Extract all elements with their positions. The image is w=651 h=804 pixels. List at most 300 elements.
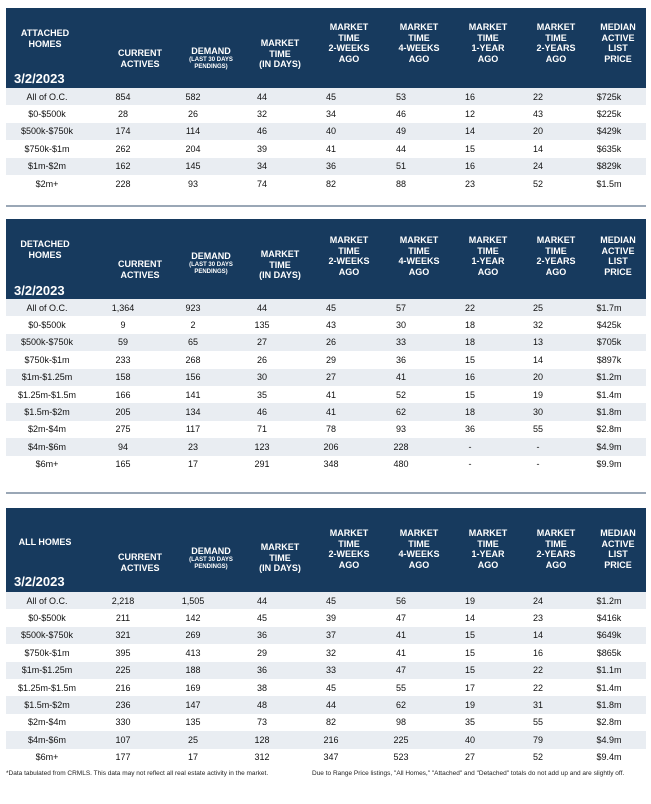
table-cell: 15: [464, 630, 475, 641]
table-cell: 14: [532, 354, 543, 365]
table-cell: 24: [532, 595, 543, 606]
table-cell: 29: [256, 647, 267, 658]
col-current-actives: CURRENT ACTIVES: [118, 552, 162, 573]
table-cell: 44: [256, 302, 267, 313]
table-cell: $1.2m: [596, 595, 622, 606]
table-cell: $1.8m: [596, 700, 622, 711]
table-cell: 22: [532, 682, 543, 693]
table-cell: 142: [185, 613, 201, 624]
col-1year-ago: MARKET TIME 1-YEAR AGO: [468, 22, 508, 64]
table-cell: 16: [532, 647, 543, 658]
table-cell: 74: [256, 178, 267, 189]
col-demand: DEMAND (LAST 30 DAYS PENDINGS): [189, 546, 233, 570]
price-range-cell: $1.5m-$2m: [24, 700, 70, 711]
table-cell: 480: [393, 459, 409, 470]
table-cell: 26: [325, 337, 336, 348]
price-range-cell: $500k-$750k: [20, 630, 74, 641]
table-cell: $725k: [596, 91, 622, 102]
table-cell: 62: [395, 700, 406, 711]
table-cell: 312: [254, 752, 270, 763]
price-range-cell: $1m-$1.25m: [21, 372, 73, 383]
price-range-cell: $750k-$1m: [24, 647, 70, 658]
table-cell: 14: [464, 126, 475, 137]
table-body: [6, 299, 646, 473]
table-cell: 2: [190, 320, 196, 331]
table-cell: 262: [115, 143, 131, 154]
table-row: [6, 386, 646, 403]
table-cell: 32: [256, 109, 267, 120]
price-range-cell: $500k-$750k: [20, 126, 74, 137]
section-title-line: ALL HOMES: [18, 537, 72, 547]
section-title: [10, 28, 80, 50]
table-cell: 55: [532, 424, 543, 435]
table-cell: 39: [256, 143, 267, 154]
table-cell: -: [468, 441, 472, 452]
table-cell: 1,505: [181, 595, 205, 606]
table-cell: 32: [325, 647, 336, 658]
table-row: [6, 456, 646, 473]
section-date: 3/2/2023: [14, 574, 65, 589]
table-cell: 169: [185, 682, 201, 693]
table-cell: 1,364: [111, 302, 135, 313]
table-cell: 330: [115, 717, 131, 728]
table-cell: $4.9m: [596, 441, 622, 452]
table-cell: 19: [464, 595, 475, 606]
table-cell: $829k: [596, 161, 622, 172]
table-cell: 22: [532, 665, 543, 676]
table-cell: 18: [464, 320, 475, 331]
detached-homes-table: [6, 219, 646, 473]
table-cell: 15: [464, 647, 475, 658]
table-cell: 22: [532, 91, 543, 102]
table-cell: 82: [325, 178, 336, 189]
table-cell: 33: [395, 337, 406, 348]
section-title-line: DETACHED: [20, 239, 70, 249]
table-cell: 23: [532, 613, 543, 624]
table-cell: 268: [185, 354, 201, 365]
col-1year-ago: MARKET TIME 1-YEAR AGO: [468, 528, 508, 570]
table-cell: 36: [256, 665, 267, 676]
table-cell: 17: [187, 459, 198, 470]
table-cell: 211: [115, 613, 131, 624]
table-cell: $897k: [596, 354, 622, 365]
table-cell: $4.9m: [596, 734, 622, 745]
table-cell: 40: [464, 734, 475, 745]
table-cell: 45: [256, 613, 267, 624]
table-cell: 44: [325, 700, 336, 711]
price-range-cell: $1.5m-$2m: [24, 407, 70, 418]
table-cell: -: [536, 459, 540, 470]
table-cell: 16: [464, 91, 475, 102]
table-cell: 38: [256, 682, 267, 693]
table-cell: 46: [395, 109, 406, 120]
table-row: [6, 714, 646, 731]
table-cell: 52: [395, 389, 406, 400]
table-cell: 165: [115, 459, 131, 470]
price-range-cell: $1m-$2m: [27, 161, 66, 172]
table-cell: 413: [185, 647, 201, 658]
table-cell: 135: [185, 717, 201, 728]
table-row: [6, 438, 646, 455]
table-cell: $1.4m: [596, 682, 622, 693]
table-cell: 17: [187, 752, 198, 763]
table-cell: 88: [395, 178, 406, 189]
table-cell: 216: [323, 734, 339, 745]
table-row: [6, 421, 646, 438]
table-cell: 45: [325, 682, 336, 693]
table-cell: 15: [464, 389, 475, 400]
price-range-cell: All of O.C.: [26, 595, 68, 606]
col-2years-ago: MARKET TIME 2-YEARS AGO: [536, 235, 576, 277]
section-title: [10, 537, 80, 548]
table-cell: 14: [464, 613, 475, 624]
table-cell: 15: [464, 143, 475, 154]
table-row: [6, 369, 646, 386]
table-cell: 43: [532, 109, 543, 120]
table-cell: $429k: [596, 126, 622, 137]
table-cell: 233: [115, 354, 131, 365]
table-cell: 34: [256, 161, 267, 172]
table-cell: 41: [395, 372, 406, 383]
table-cell: 2,218: [111, 595, 135, 606]
table-cell: 36: [325, 161, 336, 172]
table-cell: 37: [325, 630, 336, 641]
table-cell: 79: [532, 734, 543, 745]
table-cell: 59: [117, 337, 128, 348]
table-cell: 174: [115, 126, 131, 137]
price-range-cell: $2m+: [35, 178, 59, 189]
table-cell: 321: [115, 630, 131, 641]
table-row: [6, 592, 646, 609]
table-cell: 30: [532, 407, 543, 418]
col-current-actives: CURRENT ACTIVES: [118, 259, 162, 280]
table-row: [6, 627, 646, 644]
table-cell: 78: [325, 424, 336, 435]
table-cell: 45: [325, 91, 336, 102]
price-range-cell: $4m-$6m: [27, 441, 66, 452]
table-cell: 19: [464, 700, 475, 711]
table-cell: 15: [464, 354, 475, 365]
table-cell: 16: [464, 372, 475, 383]
table-cell: 43: [325, 320, 336, 331]
table-row: [6, 662, 646, 679]
table-cell: 145: [185, 161, 201, 172]
table-row: [6, 749, 646, 766]
price-range-cell: $6m+: [35, 752, 59, 763]
table-cell: $9.9m: [596, 459, 622, 470]
table-cell: 35: [464, 717, 475, 728]
table-cell: 228: [393, 441, 409, 452]
table-cell: 348: [323, 459, 339, 470]
table-cell: 41: [395, 647, 406, 658]
table-cell: 73: [256, 717, 267, 728]
col-market-time: MARKET TIME (IN DAYS): [259, 38, 301, 69]
section-title: [10, 239, 80, 261]
col-2years-ago: MARKET TIME 2-YEARS AGO: [536, 528, 576, 570]
table-cell: 25: [532, 302, 543, 313]
table-cell: $425k: [596, 320, 622, 331]
price-range-cell: All of O.C.: [26, 302, 68, 313]
table-cell: 55: [395, 682, 406, 693]
table-row: [6, 158, 646, 175]
col-2weeks-ago: MARKET TIME 2-WEEKS AGO: [328, 22, 370, 64]
table-cell: 114: [185, 126, 201, 137]
col-4weeks-ago: MARKET TIME 4-WEEKS AGO: [398, 22, 440, 64]
table-cell: 123: [254, 441, 270, 452]
col-market-time: MARKET TIME (IN DAYS): [259, 249, 301, 280]
price-range-cell: $1.25m-$1.5m: [17, 389, 77, 400]
table-cell: 24: [532, 161, 543, 172]
table-cell: 236: [115, 700, 131, 711]
table-cell: 41: [325, 407, 336, 418]
table-cell: 41: [395, 630, 406, 641]
table-cell: 25: [187, 734, 198, 745]
table-cell: 34: [325, 109, 336, 120]
col-1year-ago: MARKET TIME 1-YEAR AGO: [468, 235, 508, 277]
table-cell: $705k: [596, 337, 622, 348]
section-date: 3/2/2023: [14, 283, 65, 298]
table-row: [6, 403, 646, 420]
table-cell: 48: [256, 700, 267, 711]
table-cell: 27: [464, 752, 475, 763]
table-cell: 36: [256, 630, 267, 641]
table-cell: 93: [187, 178, 198, 189]
table-cell: 923: [185, 302, 201, 313]
table-cell: -: [536, 441, 540, 452]
table-cell: 13: [532, 337, 543, 348]
table-cell: 45: [325, 595, 336, 606]
table-cell: 28: [117, 109, 128, 120]
table-cell: $2.8m: [596, 717, 622, 728]
col-demand: DEMAND (LAST 30 DAYS PENDINGS): [189, 46, 233, 70]
table-cell: $1.7m: [596, 302, 622, 313]
table-cell: 36: [395, 354, 406, 365]
table-row: [6, 299, 646, 316]
col-median-price: MEDIAN ACTIVE LIST PRICE: [600, 22, 636, 64]
table-cell: 71: [256, 424, 267, 435]
price-range-cell: $500k-$750k: [20, 337, 74, 348]
table-cell: $416k: [596, 613, 622, 624]
col-median-price: MEDIAN ACTIVE LIST PRICE: [600, 528, 636, 570]
price-range-cell: $750k-$1m: [24, 354, 70, 365]
table-row: [6, 334, 646, 351]
table-cell: 52: [532, 752, 543, 763]
table-cell: 158: [115, 372, 131, 383]
table-row: [6, 88, 646, 105]
section-title-line: HOMES: [28, 39, 62, 49]
table-cell: 41: [325, 389, 336, 400]
col-current-actives: CURRENT ACTIVES: [118, 48, 162, 69]
table-cell: 82: [325, 717, 336, 728]
table-row: [6, 696, 646, 713]
col-demand: DEMAND (LAST 30 DAYS PENDINGS): [189, 251, 233, 275]
price-range-cell: $0-$500k: [28, 613, 66, 624]
table-cell: 26: [256, 354, 267, 365]
table-cell: 347: [323, 752, 339, 763]
table-cell: 523: [393, 752, 409, 763]
price-range-cell: $6m+: [35, 459, 59, 470]
table-cell: 49: [395, 126, 406, 137]
table-cell: 47: [395, 613, 406, 624]
table-row: [6, 175, 646, 192]
table-cell: 36: [464, 424, 475, 435]
table-header: [6, 508, 646, 592]
table-cell: 135: [254, 320, 270, 331]
table-cell: 46: [256, 407, 267, 418]
table-cell: 15: [464, 665, 475, 676]
table-cell: 41: [325, 143, 336, 154]
table-cell: 39: [325, 613, 336, 624]
table-cell: 55: [532, 717, 543, 728]
table-cell: 225: [393, 734, 409, 745]
table-cell: 216: [115, 682, 131, 693]
table-cell: $649k: [596, 630, 622, 641]
table-row: [6, 351, 646, 368]
table-cell: 27: [256, 337, 267, 348]
table-header: [6, 8, 646, 88]
table-cell: 18: [464, 337, 475, 348]
table-cell: $9.4m: [596, 752, 622, 763]
table-cell: 35: [256, 389, 267, 400]
section-title-line: HOMES: [28, 250, 62, 260]
table-row: [6, 316, 646, 333]
table-cell: 94: [117, 441, 128, 452]
table-cell: 156: [185, 372, 201, 383]
table-row: [6, 140, 646, 157]
table-cell: $1.8m: [596, 407, 622, 418]
table-cell: 582: [185, 91, 201, 102]
table-cell: 147: [185, 700, 201, 711]
table-cell: $1.5m: [596, 178, 622, 189]
table-cell: 44: [256, 595, 267, 606]
table-cell: 18: [464, 407, 475, 418]
table-cell: 162: [115, 161, 131, 172]
section-divider: [6, 205, 646, 207]
table-cell: 23: [187, 441, 198, 452]
table-cell: 12: [464, 109, 475, 120]
table-cell: 166: [115, 389, 131, 400]
table-cell: $865k: [596, 647, 622, 658]
table-cell: $1.4m: [596, 389, 622, 400]
price-range-cell: $0-$500k: [28, 320, 66, 331]
table-cell: 52: [532, 178, 543, 189]
table-cell: 51: [395, 161, 406, 172]
table-cell: 45: [325, 302, 336, 313]
table-cell: 17: [464, 682, 475, 693]
table-cell: 14: [532, 143, 543, 154]
table-cell: 33: [325, 665, 336, 676]
table-row: [6, 644, 646, 661]
all-homes-table: [6, 508, 646, 766]
table-cell: 44: [395, 143, 406, 154]
table-cell: $2.8m: [596, 424, 622, 435]
table-cell: 23: [464, 178, 475, 189]
table-cell: 57: [395, 302, 406, 313]
price-range-cell: $2m-$4m: [27, 717, 66, 728]
table-cell: 65: [187, 337, 198, 348]
table-cell: 206: [323, 441, 339, 452]
table-cell: $635k: [596, 143, 622, 154]
col-median-price: MEDIAN ACTIVE LIST PRICE: [600, 235, 636, 277]
table-cell: 27: [325, 372, 336, 383]
table-cell: 269: [185, 630, 201, 641]
table-row: [6, 123, 646, 140]
table-cell: 22: [464, 302, 475, 313]
table-cell: $225k: [596, 109, 622, 120]
table-cell: 14: [532, 630, 543, 641]
price-range-cell: $1.25m-$1.5m: [17, 682, 77, 693]
section-title-line: ATTACHED: [20, 28, 70, 38]
table-cell: 141: [185, 389, 201, 400]
col-2years-ago: MARKET TIME 2-YEARS AGO: [536, 22, 576, 64]
table-cell: 93: [395, 424, 406, 435]
table-cell: 228: [115, 178, 131, 189]
table-cell: 19: [532, 389, 543, 400]
table-body: [6, 88, 646, 192]
price-range-cell: $1m-$1.25m: [21, 665, 73, 676]
table-cell: 56: [395, 595, 406, 606]
table-cell: 62: [395, 407, 406, 418]
table-cell: 20: [532, 126, 543, 137]
price-range-cell: All of O.C.: [26, 91, 68, 102]
table-cell: 117: [185, 424, 201, 435]
col-4weeks-ago: MARKET TIME 4-WEEKS AGO: [398, 235, 440, 277]
table-cell: 225: [115, 665, 131, 676]
table-cell: 47: [395, 665, 406, 676]
table-cell: 53: [395, 91, 406, 102]
table-cell: -: [468, 459, 472, 470]
table-cell: $1.1m: [596, 665, 622, 676]
table-cell: 26: [187, 109, 198, 120]
table-cell: 44: [256, 91, 267, 102]
table-cell: 291: [254, 459, 270, 470]
price-range-cell: $0-$500k: [28, 109, 66, 120]
table-cell: 204: [185, 143, 201, 154]
col-2weeks-ago: MARKET TIME 2-WEEKS AGO: [328, 528, 370, 570]
footnote-right: Due to Range Price listings, "All Homes," "Attached" and "Detached" totals do not add up and are slightly off.: [312, 770, 625, 777]
table-cell: 30: [395, 320, 406, 331]
section-date: 3/2/2023: [14, 71, 65, 86]
col-2weeks-ago: MARKET TIME 2-WEEKS AGO: [328, 235, 370, 277]
footnote-left: *Data tabulated from CRMLS. This data may not reflect all real estate activity in the market.: [6, 770, 269, 777]
table-cell: 9: [120, 320, 126, 331]
price-range-cell: $750k-$1m: [24, 143, 70, 154]
table-cell: 98: [395, 717, 406, 728]
col-4weeks-ago: MARKET TIME 4-WEEKS AGO: [398, 528, 440, 570]
table-cell: 29: [325, 354, 336, 365]
table-cell: 188: [185, 665, 201, 676]
table-cell: 134: [185, 407, 201, 418]
table-row: [6, 609, 646, 626]
table-cell: 177: [115, 752, 131, 763]
table-cell: 20: [532, 372, 543, 383]
table-body: [6, 592, 646, 766]
price-range-cell: $2m-$4m: [27, 424, 66, 435]
table-row: [6, 731, 646, 748]
table-cell: 854: [115, 91, 131, 102]
section-divider: [6, 492, 646, 494]
table-cell: $1.2m: [596, 372, 622, 383]
table-cell: 40: [325, 126, 336, 137]
price-range-cell: $4m-$6m: [27, 734, 66, 745]
table-row: [6, 679, 646, 696]
table-cell: 395: [115, 647, 131, 658]
table-cell: 30: [256, 372, 267, 383]
col-market-time: MARKET TIME (IN DAYS): [259, 542, 301, 573]
table-cell: 16: [464, 161, 475, 172]
table-cell: 128: [254, 734, 270, 745]
table-cell: 107: [115, 734, 131, 745]
